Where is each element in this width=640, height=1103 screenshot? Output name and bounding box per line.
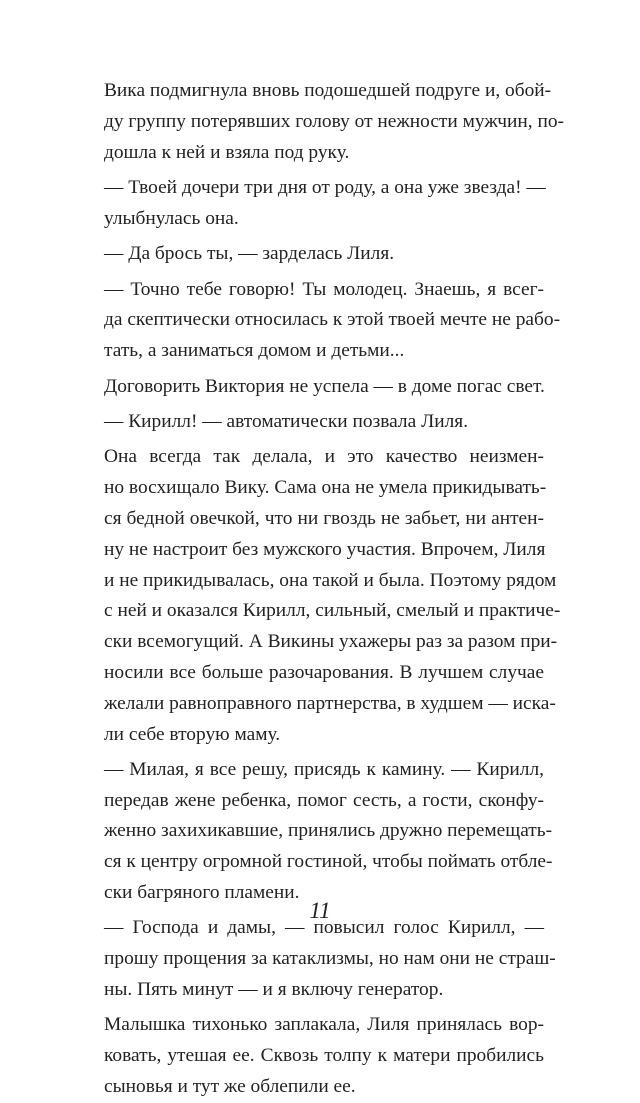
text-line: прошу прощения за катаклизмы, но нам они не страш- <box>104 948 556 970</box>
paragraph <box>104 275 561 367</box>
text-line: — Да брось ты, — зарделась Лиля. <box>104 243 395 265</box>
text-line: ся к центру огромной гостиной, чтобы поймать отбле- <box>104 851 553 873</box>
text-line: ся бедной овечкой, что ни гвоздь не забьет, ни антен- <box>104 507 544 529</box>
page-body <box>104 76 564 1103</box>
text-line: Малышка тихонько заплакала, Лиля принялась вор- <box>104 1014 544 1036</box>
text-line: ски всемогущий. А Викины ухажеры раз за разом при- <box>104 631 558 653</box>
paragraph <box>104 442 561 750</box>
text-line: Договорить Виктория не успела — в доме погас свет. <box>104 375 545 397</box>
text-line: женно захихикавшие, принялись дружно перемещать- <box>104 820 553 842</box>
text-line: но восхищало Вику. Сама она не умела прикидывать- <box>104 477 547 499</box>
paragraph <box>104 1010 544 1102</box>
text-line: ду группу потерявших голову от нежности мужчин, по- <box>104 110 564 132</box>
paragraph <box>104 407 544 438</box>
text-line: — Точно тебе говорю! Ты молодец. Знаешь, я всег- <box>104 278 544 300</box>
text-line: желали равноправного партнерства, в худшем — иска- <box>104 692 556 714</box>
text-line: с ней и оказался Кирилл, сильный, смелый и практиче- <box>104 600 561 622</box>
text-line: улыбнулась она. <box>104 207 239 229</box>
text-line: ли себе вторую маму. <box>104 723 281 745</box>
text-line: — Милая, я все решу, присядь к камину. — Кирилл, <box>104 758 544 780</box>
text-line: и не прикидывалась, она такой и была. Поэтому рядом <box>104 569 557 591</box>
paragraph <box>104 372 544 403</box>
text-line: ну не настроит без мужского участия. Впрочем, Лиля <box>104 538 546 560</box>
text-line: Вика подмигнула вновь подошедшей подруге и, обой- <box>104 80 552 101</box>
text-line: дошла к ней и взяла под руку. <box>104 141 350 163</box>
text-line: тать, а заниматься домом и детьми... <box>104 340 405 362</box>
text-line: Она всегда так делала, и это качество неизмен- <box>104 446 544 468</box>
paragraph <box>104 76 564 168</box>
text-line: передав жене ребенка, помог сесть, а гости, сконфу- <box>104 789 544 811</box>
paragraph <box>104 755 553 909</box>
text-line: — Господа и дамы, — повысил голос Кирилл, — <box>104 917 544 939</box>
paragraph <box>104 239 544 270</box>
paragraph <box>104 913 556 1005</box>
text-line: ковать, утешая ее. Сквозь толпу к матери пробились <box>104 1045 544 1067</box>
paragraph <box>104 173 544 235</box>
text-line: сыновья и тут же облепили ее. <box>104 1076 356 1098</box>
text-line: — Кирилл! — автоматически позвала Лиля. <box>104 410 469 432</box>
text-line: да скептически относилась к этой твоей мечте не рабо- <box>104 309 561 331</box>
text-line: носили все больше разочарования. В лучшем случае <box>104 661 544 683</box>
text-line: ны. Пять минут — и я включу генератор. <box>104 979 444 1001</box>
page-number: 11 <box>309 898 331 923</box>
text-line: ски багряного пламени. <box>104 882 300 904</box>
text-line: — Твоей дочери три дня от роду, а она уже звезда! — <box>104 176 546 198</box>
